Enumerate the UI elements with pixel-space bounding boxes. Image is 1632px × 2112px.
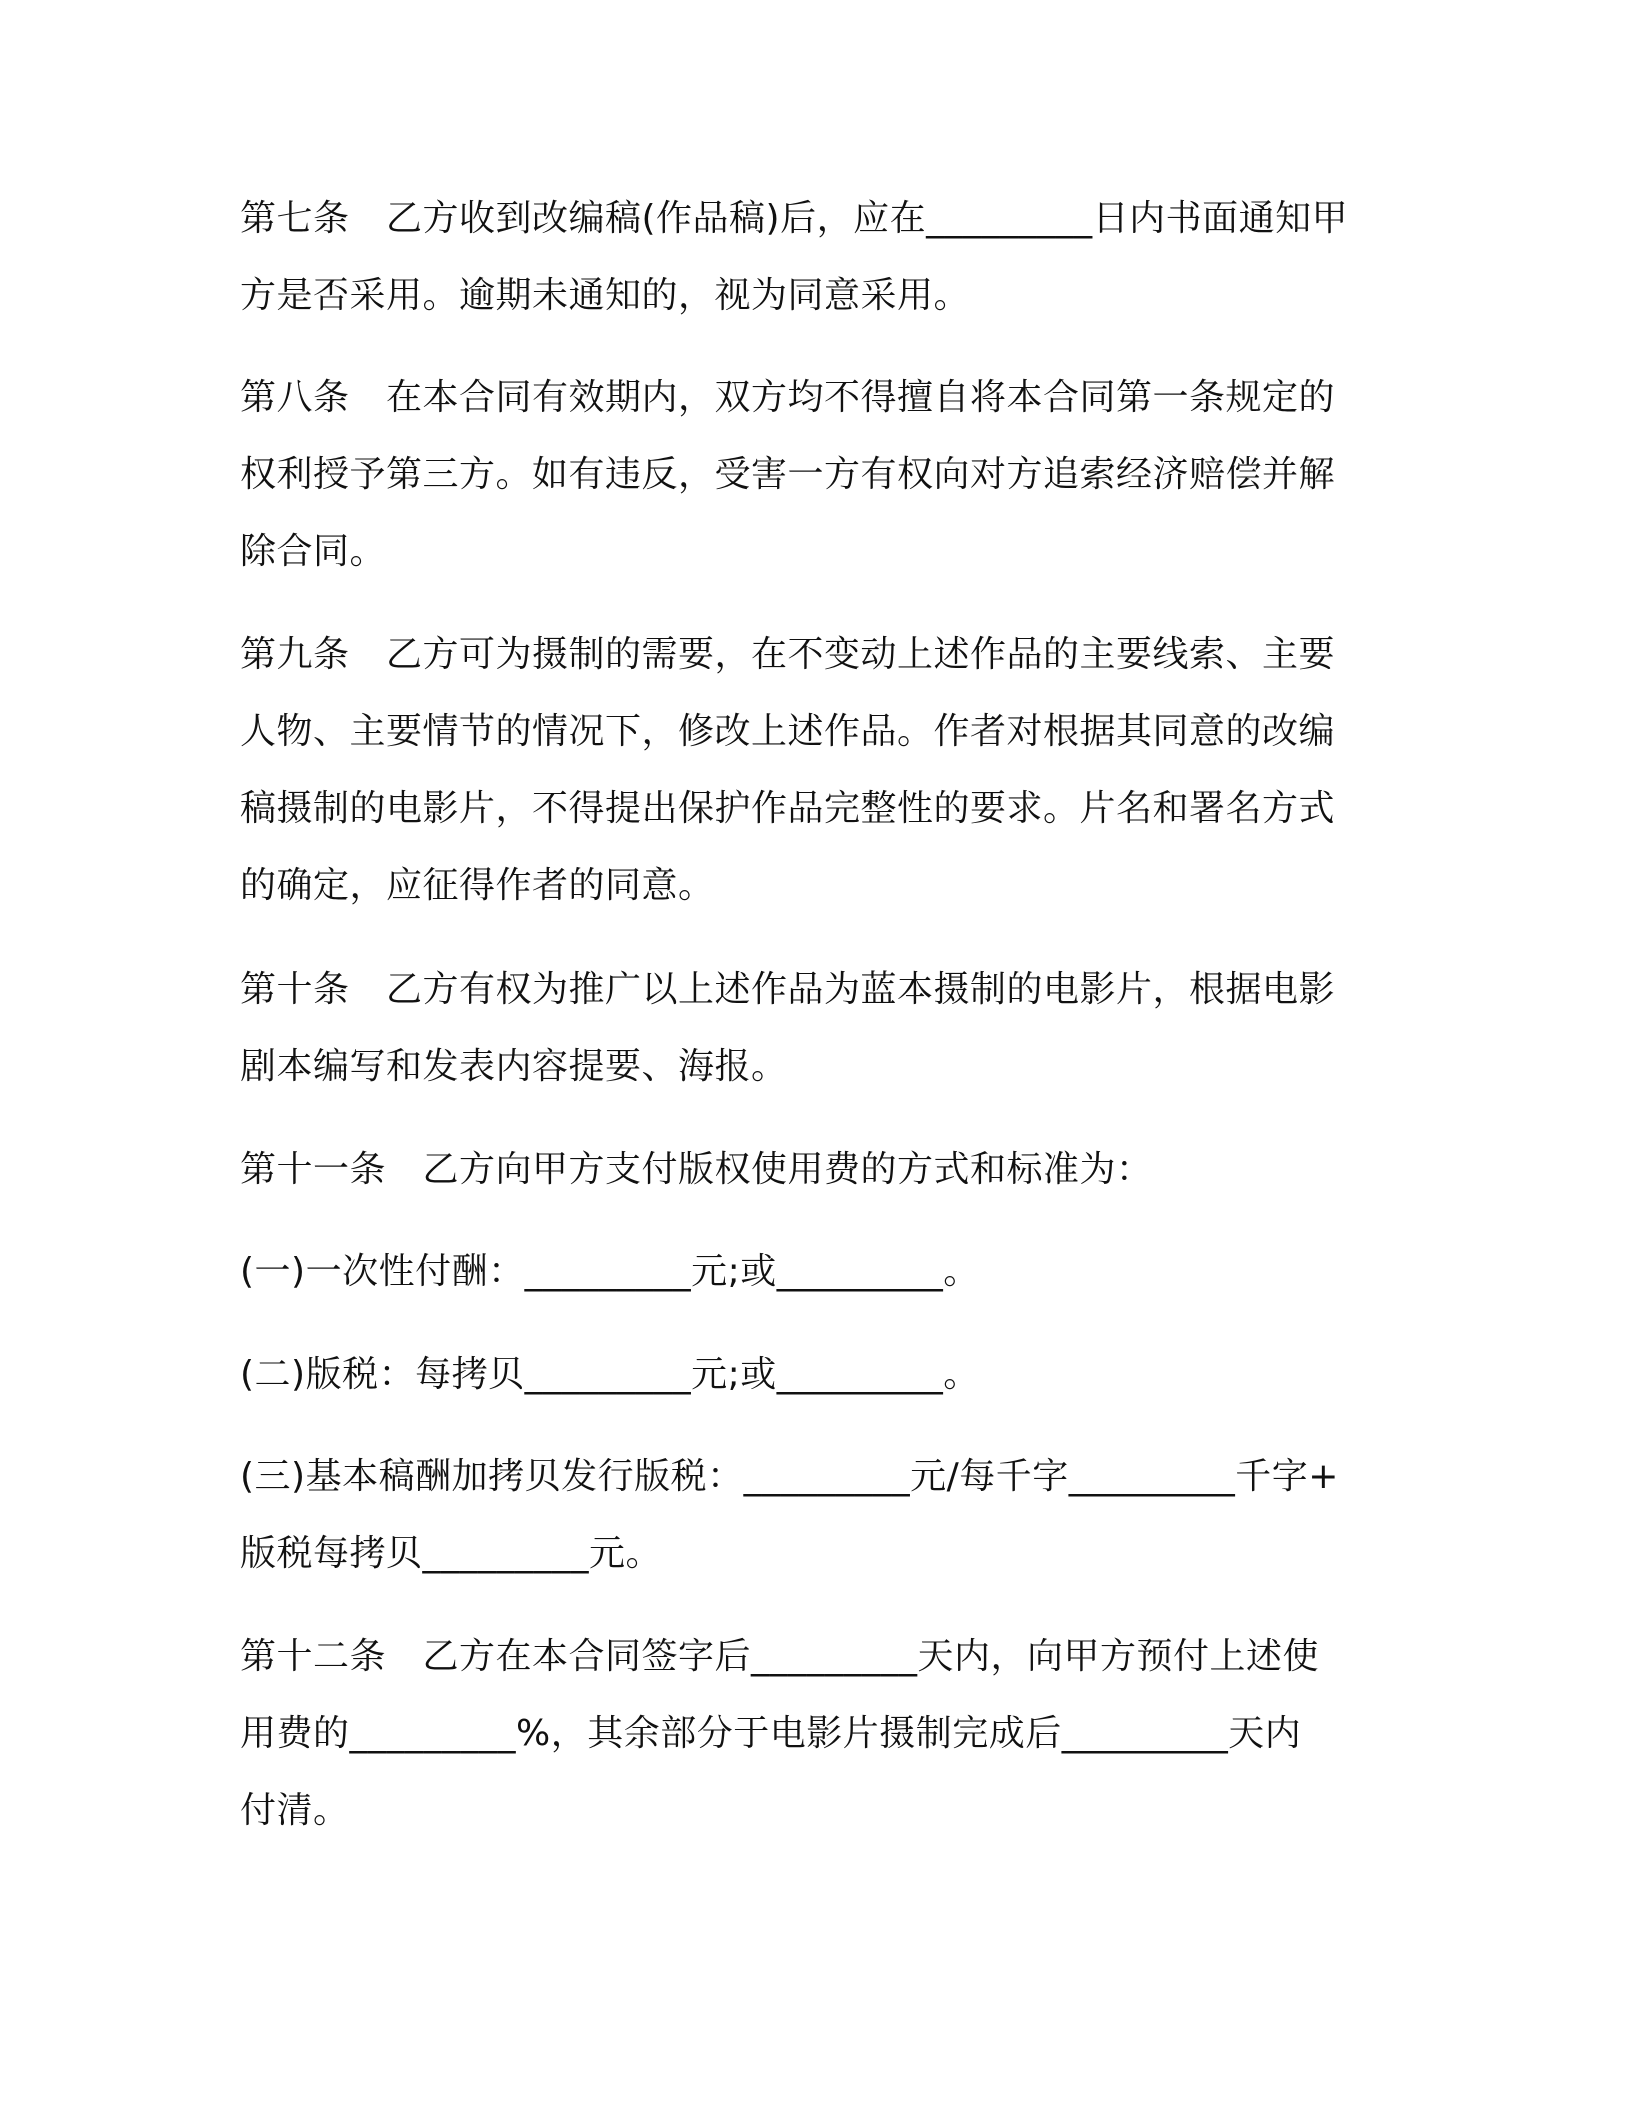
- item-2-paragraph: [240, 1336, 1380, 1413]
- item-1-paragraph: [240, 1233, 1380, 1310]
- paragraph-line: 人物、主要情节的情况下，修改上述作品。作者对根据其同意的改编: [240, 711, 1336, 752]
- paragraph-line: (二)版税：每拷贝_________元;或_________。: [240, 1354, 980, 1395]
- paragraph-line: 第七条 乙方收到改编稿(作品稿)后，应在_________日内书面通知甲: [240, 198, 1349, 239]
- article-12-paragraph: [240, 1618, 1380, 1849]
- paragraph-line: 第十条 乙方有权为推广以上述作品为蓝本摄制的电影片，根据电影: [240, 969, 1336, 1010]
- paragraph-line: 方是否采用。逾期未通知的，视为同意采用。: [240, 275, 971, 316]
- item-3-paragraph: [240, 1438, 1380, 1592]
- paragraph-line: 第九条 乙方可为摄制的需要，在不变动上述作品的主要线索、主要: [240, 634, 1336, 675]
- paragraph-line: 用费的_________%，其余部分于电影片摄制完成后_________天内: [240, 1713, 1302, 1754]
- article-8-paragraph: [240, 359, 1380, 590]
- article-10-paragraph: [240, 951, 1380, 1105]
- paragraph-line: (三)基本稿酬加拷贝发行版税：_________元/每千字_________千字+: [240, 1456, 1339, 1497]
- paragraph-line: (一)一次性付酬：_________元;或_________。: [240, 1251, 980, 1292]
- article-9-paragraph: [240, 616, 1380, 924]
- paragraph-line: 第八条 在本合同有效期内，双方均不得擅自将本合同第一条规定的: [240, 377, 1336, 418]
- paragraph-line: 版税每拷贝_________元。: [240, 1533, 663, 1574]
- article-11-paragraph: [240, 1131, 1380, 1208]
- paragraph-line: 权利授予第三方。如有违反，受害一方有权向对方追索经济赔偿并解: [240, 454, 1336, 495]
- paragraph-line: 稿摄制的电影片，不得提出保护作品完整性的要求。片名和署名方式: [240, 788, 1336, 829]
- paragraph-line: 除合同。: [240, 531, 387, 572]
- paragraph-line: 第十一条 乙方向甲方支付版权使用费的方式和标准为：: [240, 1149, 1153, 1190]
- article-7-paragraph: [240, 180, 1380, 334]
- paragraph-line: 第十二条 乙方在本合同签字后_________天内，向甲方预付上述使: [240, 1636, 1320, 1677]
- paragraph-line: 剧本编写和发表内容提要、海报。: [240, 1046, 788, 1087]
- paragraph-line: 付清。: [240, 1790, 350, 1831]
- paragraph-line: 的确定，应征得作者的同意。: [240, 865, 715, 906]
